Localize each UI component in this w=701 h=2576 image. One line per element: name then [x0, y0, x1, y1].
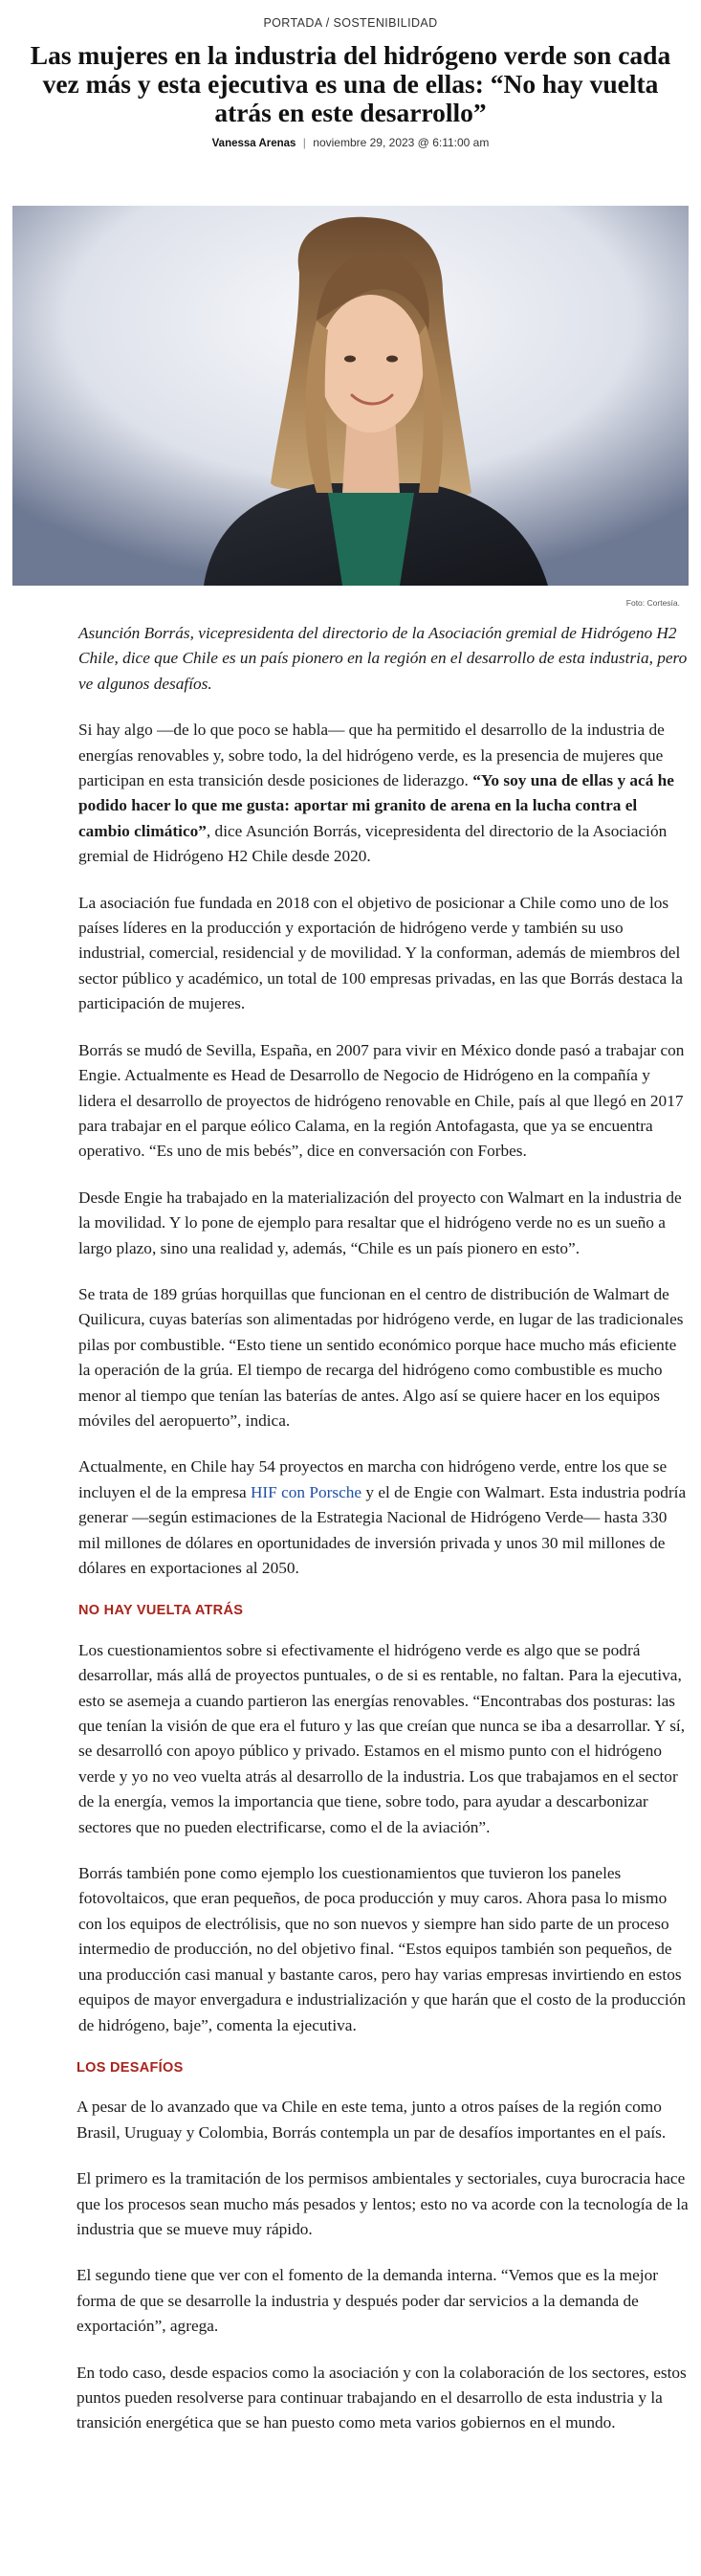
breadcrumb — [0, 0, 701, 30]
breadcrumb-separator: / — [325, 16, 330, 30]
article-lead: Asunción Borrás, vicepresidenta del directorio de la Asociación gremial de Hidrógeno H2 Chile, dice que Chile es un país pionero en la región en el desarrollo de esta industria, pero ve algunos desafíos. — [78, 624, 688, 693]
article-title: Las mujeres en la industria del hidrógeno verde son cada vez más y esta ejecutiva es una de ellas: “No hay vuelta atrás en este desarrollo” — [30, 40, 671, 127]
paragraph: Los cuestionamientos sobre si efectivamente el hidrógeno verde es algo que se podrá desarrollar, más allá de proyectos puntuales, o de si es rentable, no faltan. Para la ejecutiva, esto se asemeja a cuando partieron las energías renovables. “Encontrabas dos posturas: las que tenían la visión de que era el futuro y las que creían que nunca se iba a desarrollar. Y sí, se desarrolló con apoyo público y privado. Estamos en el mismo punto con el hidrógeno verde y yo no veo vuelta atrás al desarrollo de la industria. Los que trabajamos en el sector de la energía, vemos la importancia que tiene, sobre todo, para ayudar a descarbonizar sectores que no pueden electrificarse, como el de la aviación”. — [78, 1640, 686, 1836]
section-heading-no-hay-vuelta-atras: NO HAY VUELTA ATRÁS — [78, 1603, 244, 1619]
paragraph-text: Actualmente, en Chile hay 54 proyectos en marcha con hidrógeno verde, entre los que se incluyen el de la empresa — [78, 1457, 668, 1501]
photo-caption: Foto: Cortesía. — [625, 598, 680, 608]
paragraph — [78, 718, 690, 869]
section-heading-los-desafios: LOS DESAFÍOS — [77, 2059, 184, 2076]
paragraph: Borrás también pone como ejemplo los cuestionamientos que tuvieron los paneles fotovoltaicos, que eran pequeños, de poca producción y muy caros. Ahora pasa lo mismo con los equipos de electrólisis, que no son nuevos y siempre han sido parte de un proceso intermedio de producción, no del objetivo final. “Estos equipos también son pequeños, de una producción casi manual y bastante caros, pero hay varias empresas invirtiendo en estos equipos de mayor envergadura e industrialización y que harán que el costo de la producción de hidrógeno, baje”, comenta la ejecutiva. — [78, 1864, 687, 2034]
publish-date: noviembre 29, 2023 @ 6:11:00 am — [313, 136, 490, 149]
breadcrumb-section-link[interactable]: SOSTENIBILIDAD — [333, 16, 438, 30]
paragraph — [78, 1455, 690, 1581]
paragraph-text: y el de Engie con Walmart. Esta industria podría generar —según estimaciones de la Estrategia Nacional de Hidrógeno Verde— hasta 330 mil millones de dólares en oportunidades de inversión privada y unos 30 mil millones de dólares en exportaciones al 2050. — [78, 1482, 687, 1577]
byline — [0, 136, 701, 149]
hif-porsche-link[interactable]: HIF con Porsche — [250, 1482, 362, 1501]
paragraph: En todo caso, desde espacios como la asociación y con la colaboración de los sectores, estos puntos pueden resolverse para continuar trabajando en el desarrollo de esta industria y la transición energética que se han puesto como meta varios gobiernos en el mundo. — [77, 2363, 687, 2432]
paragraph: La asociación fue fundada en 2018 con el objetivo de posicionar a Chile como uno de los países líderes en la producción y exportación de hidrógeno verde y también su uso industrial, comercial, residencial y de movilidad. Y la conforman, además de miembros del sector público y académico, un total de 100 empresas privadas, en las que Borrás destaca la participación de mujeres. — [78, 893, 683, 1013]
paragraph: Borrás se mudó de Sevilla, España, en 2007 para vivir en México donde pasó a trabajar con Engie. Actualmente es Head de Desarrollo de Negocio de Hidrógeno en la compañía y lidera el desarrollo de proyectos de hidrógeno renovable en Chile, país al que llegó en 2017 para trabajar en el parque eólico Calama, en la región Antofagasta, que ya se encuentra operativo. “Es uno de mis bebés”, dice en conversación con Forbes. — [78, 1040, 685, 1161]
paragraph: Desde Engie ha trabajado en la materialización del proyecto con Walmart en la industria de la movilidad. Y lo pone de ejemplo para resaltar que el hidrógeno verde no es un sueño a largo plazo, sino una realidad y, además, “Chile es un país pionero en esto”. — [78, 1188, 682, 1257]
paragraph: El primero es la tramitación de los permisos ambientales y sectoriales, cuya burocracia hace que los procesos sean mucho más pesados y lentos; esto no va acorde con la tecnología de la industria que se mueve muy rápido. — [77, 2169, 689, 2238]
paragraph: A pesar de lo avanzado que va Chile en este tema, junto a otros países de la región como Brasil, Uruguay y Colombia, Borrás contempla un par de desafíos importantes en el país. — [77, 2098, 667, 2142]
paragraph: El segundo tiene que ver con el fomento de la demanda interna. “Vemos que es la mejor forma de que se desarrolle la industria y después poder dar servicios a la demanda de exportación”, agrega. — [77, 2266, 658, 2336]
article-body — [78, 621, 690, 2436]
hero-image — [12, 206, 689, 586]
paragraph: Se trata de 189 grúas horquillas que funcionan en el centro de distribución de Walmart de Quilicura, cuyas baterías son alimentadas por hidrógeno verde, en lugar de las tradicionales pilas por combustible. “Esto tiene un sentido económico porque hace mucho más eficiente la operación de la grúa. El tiempo de recarga del hidrógeno como combustible es mucho menor al tiempo que tenían las baterías de antes. Algo así se quiere hacer en los equipos móviles del aeropuerto”, indica. — [78, 1284, 684, 1430]
paragraph-text: , dice Asunción Borrás, vicepresidenta del directorio de la Asociación gremial de Hidrógeno H2 Chile desde 2020. — [78, 821, 668, 866]
portrait-illustration — [12, 206, 689, 586]
highlighted-quote: “Yo soy una de ellas y acá he podido hacer lo que me gusta: aportar mi granito de arena en la lucha contra el cambio climático” — [78, 771, 674, 840]
byline-separator: | — [302, 136, 306, 149]
author-link[interactable]: Vanessa Arenas — [211, 138, 296, 149]
paragraph-text: Si hay algo —de lo que poco se habla— que ha permitido el desarrollo de la industria de energías renovables y, sobre todo, la del hidrógeno verde, es la presencia de mujeres que participan en esta transición desde posiciones de liderazgo. — [78, 721, 665, 790]
breadcrumb-home-link[interactable]: PORTADA — [263, 16, 322, 30]
